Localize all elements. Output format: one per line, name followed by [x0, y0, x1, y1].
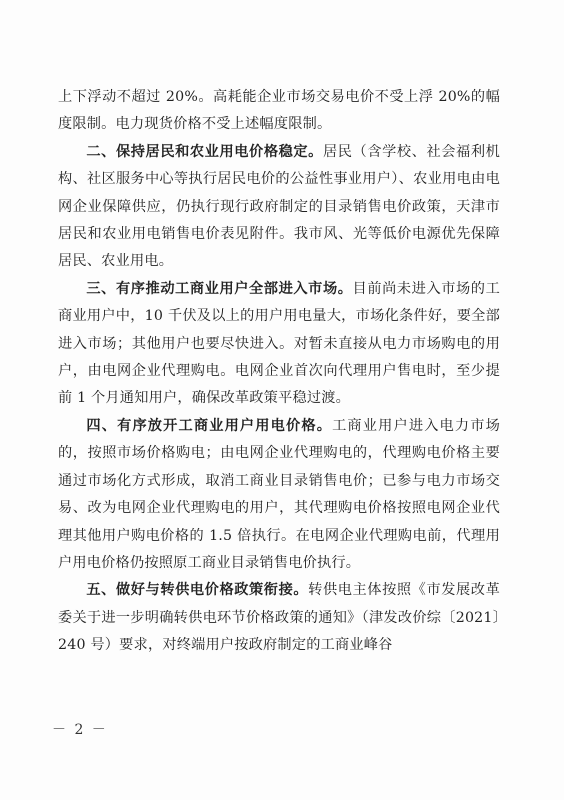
paragraph-text: 居民（含学校、社会福利机构、社区服务中心等执行居民电价的公益性事业用户）、农业用电由电网企业保障供应，仍执行现行政府制定的目录销售电价政策，天津市居民和农业用电销售电价表见附件。我市风、光等低价电源优先保障居民、农业用电。 [58, 143, 500, 270]
paragraph-section-4 [58, 413, 500, 577]
paragraph-text: 上下浮动不超过 20%。高耗能企业市场交易电价不受上浮 20%的幅度限制。电力现货价格不受上述幅度限制。 [58, 89, 500, 133]
paragraph-section-2 [58, 139, 500, 276]
section-heading-3: 三、有序推动工商业用户全部进入市场。 [86, 280, 353, 297]
page-number: － 2 － [52, 722, 108, 738]
section-heading-2: 二、保持居民和农业用电价格稳定。 [86, 143, 323, 160]
document-body [58, 84, 500, 660]
paragraph-text: 工商业用户进入电力市场的，按照市场价格购电；由电网企业代理购电的，代理购电价格主要通过市场化方式形成，取消工商业目录销售电价；已参与电力市场交易、改为电网企业代理购电的用户，其代理购电价格按照电网企业代理其他用户购电价格的 1.5 倍执行。在电网企业代理购电前，代理用户用电价格仍按照原工商业目录销售电价执行。 [58, 417, 501, 571]
section-heading-4: 四、有序放开工商业用户用电价格。 [86, 417, 333, 434]
paragraph-section-5 [58, 577, 500, 659]
section-heading-5: 五、做好与转供电价格政策衔接。 [86, 582, 309, 599]
paragraph-continuation [58, 84, 500, 139]
paragraph-section-3 [58, 276, 500, 413]
paragraph-text: 转供电主体按照《市发展改革委关于进一步明确转供电环节价格政策的通知》（津发改价综〔2021〕240 号）要求，对终端用户按政府制定的工商业峰谷 [58, 582, 500, 654]
paragraph-text: 目前尚未进入市场的工商业用户中，10 千伏及以上的用户用电量大，市场化条件好，要全部进入市场；其他用户也要尽快进入。对暂未直接从电力市场购电的用户，由电网企业代理购电。电网企业首次向代理用户售电时，至少提前 1 个月通知用户，确保改革政策平稳过渡。 [58, 280, 500, 407]
